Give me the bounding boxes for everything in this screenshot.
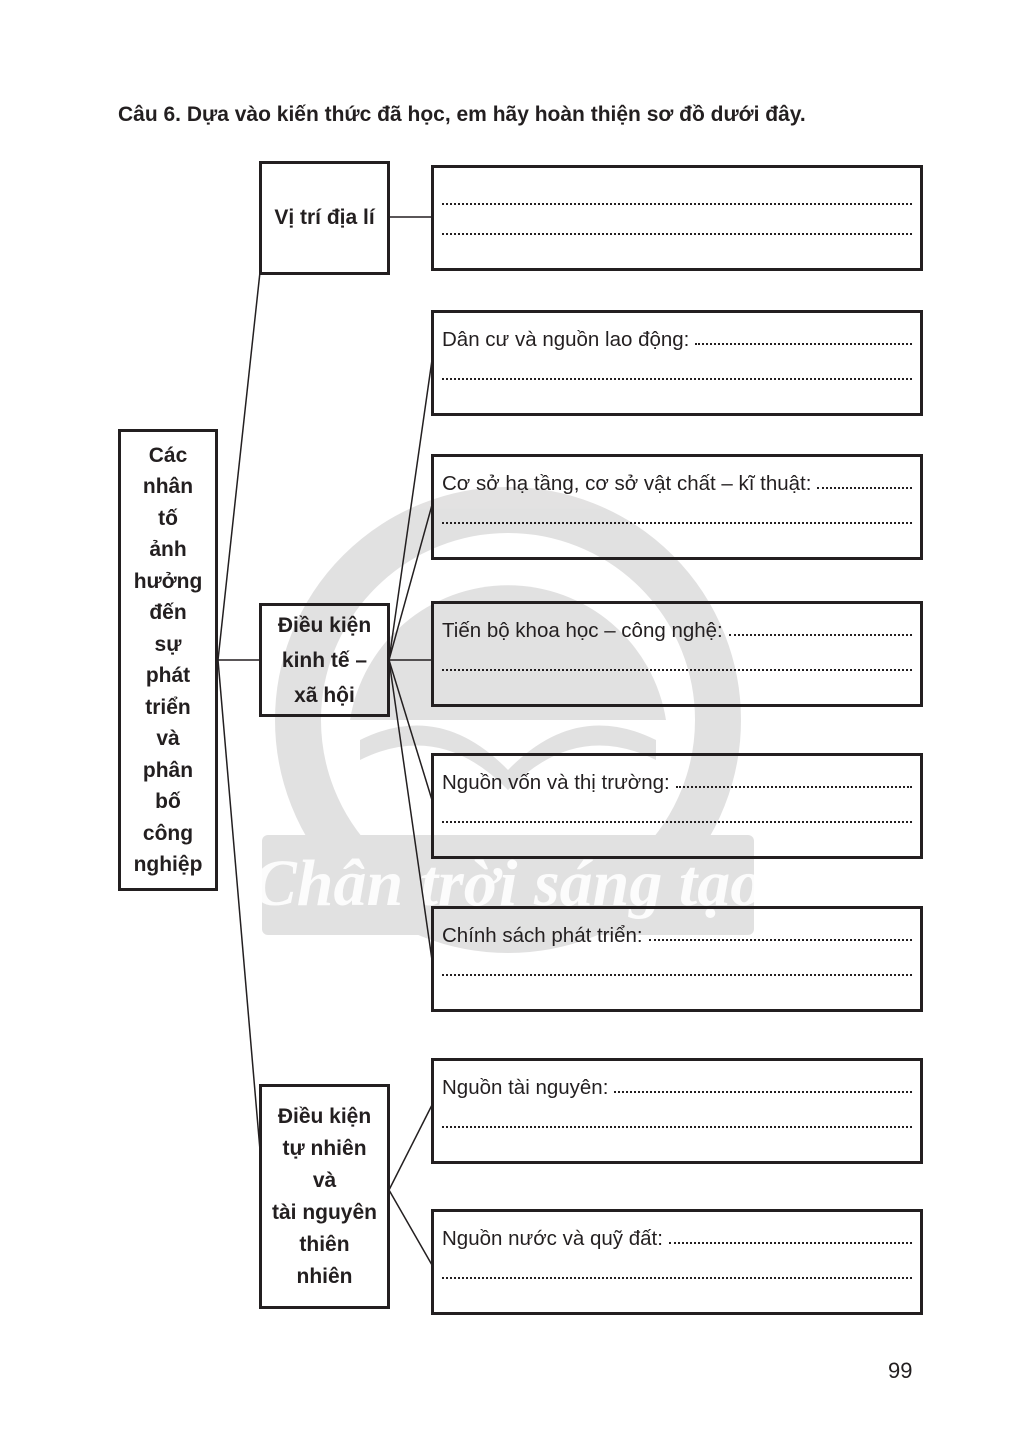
fill-in-blank[interactable]: [614, 1091, 912, 1093]
fill-in-blank[interactable]: [817, 487, 912, 489]
root-line: nghiệp: [133, 853, 203, 876]
root-line: ảnh: [149, 538, 187, 561]
page-number: 99: [888, 1358, 913, 1383]
root-line: đến: [149, 601, 187, 624]
answer-box-location[interactable]: [431, 165, 923, 271]
root-line: và: [156, 727, 180, 750]
answer-label: Cơ sở hạ tầng, cơ sở vật chất – kĩ thuật:: [442, 472, 812, 495]
answer-box-infrastructure[interactable]: [431, 454, 923, 560]
category-label: kinh tế –: [281, 648, 368, 672]
category-label: thiên: [299, 1232, 350, 1256]
answer-box-capital-market[interactable]: [431, 753, 923, 859]
root-line: triển: [145, 695, 191, 719]
answer-box-technology[interactable]: [431, 601, 923, 707]
category-label: Điều kiện: [277, 1104, 372, 1128]
root-line: nhân: [142, 475, 194, 498]
answer-label: Dân cư và nguồn lao động:: [442, 328, 690, 351]
question-title: Câu 6. Dựa vào kiến thức đã học, em hãy hoàn thiện sơ đồ dưới đây.: [118, 103, 806, 126]
category-label: tự nhiên: [282, 1136, 367, 1160]
answer-label: Tiến bộ khoa học – công nghệ:: [442, 619, 723, 642]
fill-in-blank[interactable]: [669, 1242, 912, 1244]
fill-in-blank[interactable]: [442, 1312, 912, 1314]
fill-in-blank[interactable]: [442, 1161, 912, 1163]
root-line: phát: [145, 664, 191, 687]
fill-in-blank[interactable]: [442, 1277, 912, 1279]
category-label: Vị trí địa lí: [274, 206, 375, 230]
category-box-location: [259, 161, 390, 275]
answer-box-population[interactable]: [431, 310, 923, 416]
fill-in-blank[interactable]: [442, 669, 912, 671]
root-line: bố: [155, 790, 181, 813]
fill-in-blank[interactable]: [442, 378, 912, 380]
fill-in-blank[interactable]: [442, 557, 912, 559]
root-line: tố: [158, 506, 178, 530]
fill-in-blank[interactable]: [442, 821, 912, 823]
answer-box-policy[interactable]: [431, 906, 923, 1012]
answer-label: Nguồn nước và quỹ đất:: [442, 1227, 663, 1250]
fill-in-blank[interactable]: [442, 704, 912, 706]
answer-box-water-land[interactable]: [431, 1209, 923, 1315]
root-line: sự: [154, 632, 182, 656]
fill-in-blank[interactable]: [729, 634, 912, 636]
fill-in-blank[interactable]: [695, 343, 912, 345]
fill-in-blank[interactable]: [442, 522, 912, 524]
answer-label: Nguồn vốn và thị trường:: [442, 771, 670, 794]
category-box-socioeconomic: [259, 603, 390, 717]
root-line: công: [142, 821, 194, 845]
fill-in-blank[interactable]: [442, 233, 912, 235]
category-label: nhiên: [296, 1264, 353, 1288]
fill-in-blank[interactable]: [442, 974, 912, 976]
category-label: Điều kiện: [277, 613, 372, 637]
category-label: xã hội: [294, 683, 355, 707]
fill-in-blank[interactable]: [676, 786, 912, 788]
answer-box-resources[interactable]: [431, 1058, 923, 1164]
fill-in-blank[interactable]: [649, 939, 912, 941]
fill-in-blank[interactable]: [442, 856, 912, 858]
fill-in-blank[interactable]: [442, 1126, 912, 1128]
fill-in-blank[interactable]: [442, 1009, 912, 1011]
category-box-natural: [259, 1084, 390, 1309]
watermark-text: Chân trời sáng tạo: [252, 847, 764, 920]
fill-in-blank[interactable]: [442, 203, 912, 205]
root-line: phân: [142, 758, 194, 782]
fill-in-blank[interactable]: [442, 413, 912, 415]
category-label: và: [312, 1168, 337, 1192]
root-line: hưởng: [133, 569, 203, 593]
answer-label: Chính sách phát triển:: [442, 924, 643, 947]
answer-label: Nguồn tài nguyên:: [442, 1076, 609, 1099]
root-line: Các: [148, 443, 188, 467]
root-factors-box: [118, 429, 218, 891]
category-label: tài nguyên: [271, 1200, 377, 1224]
